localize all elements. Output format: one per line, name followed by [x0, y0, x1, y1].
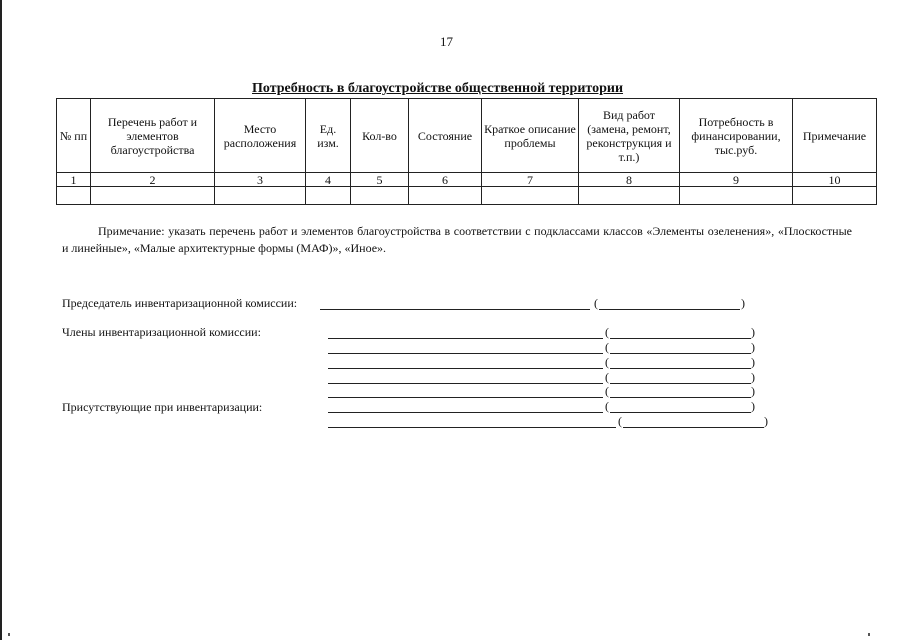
- note-paragraph: Примечание: указать перечень работ и элементов благоустройства в соответствии с подклассами классов «Элементы озеленения», «Плоскостные и линейные», «Малые архитектурные формы (МАФ)», «Иное».: [62, 224, 852, 255]
- empty-cell[interactable]: [91, 187, 215, 205]
- empty-cell[interactable]: [351, 187, 409, 205]
- table-header-row: [57, 99, 877, 173]
- header-cell: Состояние: [409, 99, 482, 173]
- close-paren: ): [751, 355, 755, 369]
- empty-cell[interactable]: [793, 187, 877, 205]
- close-paren: ): [751, 340, 755, 354]
- page-border: [0, 0, 2, 640]
- close-paren: ): [764, 414, 768, 428]
- header-cell: Кол-во: [351, 99, 409, 173]
- open-paren: (: [605, 384, 609, 398]
- header-cell: Вид работ (замена, ремонт, реконструкция и т.п.): [579, 99, 680, 173]
- page-number: 17: [440, 34, 453, 49]
- members-label: Члены инвентаризационной комиссии:: [62, 325, 261, 339]
- column-number-row: [57, 173, 877, 187]
- present-signature-line[interactable]: [328, 427, 616, 428]
- member-signature-line[interactable]: [328, 383, 603, 384]
- empty-cell[interactable]: [579, 187, 680, 205]
- column-number: 6: [409, 173, 482, 187]
- close-paren: ): [751, 370, 755, 384]
- header-cell: Примечание: [793, 99, 877, 173]
- header-cell: Краткое описание проблемы: [482, 99, 579, 173]
- member-signature-line[interactable]: [328, 397, 603, 398]
- member-signature-line[interactable]: [328, 338, 603, 339]
- empty-cell[interactable]: [482, 187, 579, 205]
- column-number: 10: [793, 173, 877, 187]
- close-paren: ): [751, 399, 755, 413]
- header-cell: Ед. изм.: [306, 99, 351, 173]
- column-number: 4: [306, 173, 351, 187]
- chairman-label: Председатель инвентаризационной комиссии:: [62, 296, 298, 310]
- empty-cell[interactable]: [57, 187, 91, 205]
- member-name-line[interactable]: [610, 383, 751, 384]
- header-cell: Потребность в финансировании, тыс.руб.: [680, 99, 793, 173]
- column-number: 9: [680, 173, 793, 187]
- close-paren: ): [741, 296, 745, 310]
- chairman-signature-line[interactable]: [320, 309, 590, 310]
- open-paren: (: [605, 370, 609, 384]
- open-paren: (: [605, 399, 609, 413]
- chairman-name-line[interactable]: [599, 309, 740, 310]
- member-signature-line[interactable]: [328, 368, 603, 369]
- open-paren: (: [618, 414, 622, 428]
- header-cell: Перечень работ и элементов благоустройства: [91, 99, 215, 173]
- territory-needs-table: [56, 98, 877, 205]
- open-paren: (: [594, 296, 598, 310]
- present-name-line[interactable]: [623, 427, 764, 428]
- member-name-line[interactable]: [610, 368, 751, 369]
- present-name-line[interactable]: [610, 412, 751, 413]
- scan-mark: [868, 633, 870, 636]
- column-number: 7: [482, 173, 579, 187]
- open-paren: (: [605, 325, 609, 339]
- member-signature-line[interactable]: [328, 353, 603, 354]
- member-name-line[interactable]: [610, 338, 751, 339]
- present-signature-line[interactable]: [328, 412, 603, 413]
- empty-cell[interactable]: [680, 187, 793, 205]
- present-label: Присутствующие при инвентаризации:: [62, 400, 263, 414]
- column-number: 3: [215, 173, 306, 187]
- column-number: 5: [351, 173, 409, 187]
- table-row: [57, 187, 877, 205]
- header-cell: Место расположения: [215, 99, 306, 173]
- column-number: 8: [579, 173, 680, 187]
- open-paren: (: [605, 355, 609, 369]
- open-paren: (: [605, 340, 609, 354]
- close-paren: ): [751, 325, 755, 339]
- column-number: 1: [57, 173, 91, 187]
- scan-mark: [8, 633, 10, 636]
- document-title: Потребность в благоустройстве общественной территории: [252, 81, 624, 96]
- empty-cell[interactable]: [306, 187, 351, 205]
- empty-cell[interactable]: [215, 187, 306, 205]
- empty-cell[interactable]: [409, 187, 482, 205]
- header-cell: № пп: [57, 99, 91, 173]
- member-name-line[interactable]: [610, 397, 751, 398]
- column-number: 2: [91, 173, 215, 187]
- member-name-line[interactable]: [610, 353, 751, 354]
- close-paren: ): [751, 384, 755, 398]
